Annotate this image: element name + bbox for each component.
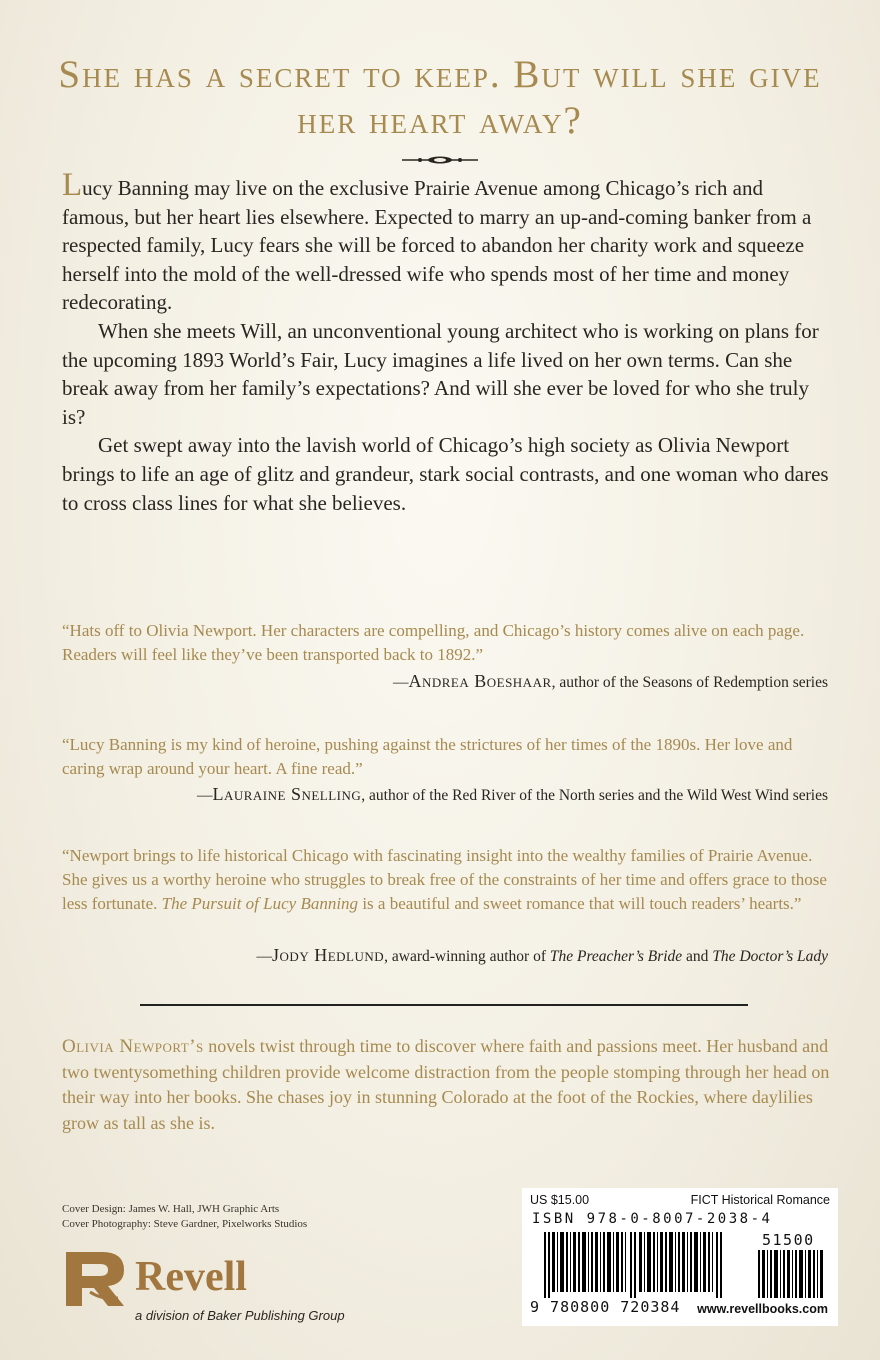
cover-design-credit: Cover Design: James W. Hall, JWH Graphic Arts — [62, 1203, 280, 1215]
book-title: The Pursuit of Lucy Banning — [161, 894, 359, 913]
description — [62, 167, 830, 517]
endorsement-attribution-1: —Andrea Boeshaar, author of the Seasons of Redemption series — [392, 671, 828, 691]
publisher-division: a division of Baker Publishing Group — [135, 1308, 345, 1323]
category-label: FICT Historical Romance — [690, 1193, 830, 1207]
price-barcode-icon — [758, 1250, 828, 1298]
barcode-panel — [522, 1188, 838, 1326]
price-code: 51500 — [762, 1231, 815, 1249]
barcode-digits: 9 780800 720384 — [530, 1298, 681, 1316]
publisher-url[interactable]: www.revellbooks.com — [697, 1302, 828, 1316]
isbn-barcode-icon — [544, 1232, 744, 1298]
endorsement-quote-2: “Lucy Banning is my kind of heroine, pushing against the strictures of her times of the 1890s. Her love and caring wrap around your heart. A fine read.” — [62, 735, 793, 778]
cover-credits — [62, 1202, 307, 1231]
section-divider — [140, 1004, 748, 1006]
ornament-divider — [400, 153, 480, 167]
endorsement-quote-3: “Newport brings to life historical Chicago with fascinating insight into the wealthy families of Prairie Avenue. She gives us a worthy heroine who struggles to break free of the constraints of her time and offers grace to those less fortunate. The Pursuit of Lucy Banning is a beautiful and sweet romance that will touch readers’ hearts.” — [62, 846, 827, 913]
description-paragraph-2: When she meets Will, an unconventional young architect who is working on plans for the upcoming 1893 World’s Fair, Lucy imagines a life lived on her own terms. Can she break away from her family’s expectations? And will she ever be loved for who she truly is? — [62, 318, 819, 429]
endorser-name: Jody Hedlund — [272, 945, 385, 965]
endorser-name: Andrea Boeshaar — [408, 671, 552, 691]
endorsement-quote-1: “Hats off to Olivia Newport. Her characters are compelling, and Chicago’s history comes alive on each page. Readers will feel like they’ve been transported back to 1892.” — [62, 621, 805, 664]
headline: She has a secret to keep. But will she give her heart away? — [58, 53, 822, 142]
endorsement-attribution-3: —Jody Hedlund, award-winning author of The Preacher’s Bride and The Doctor’s Lady — [256, 945, 828, 965]
cover-photo-credit: Cover Photography: Steve Gardner, Pixelworks Studios — [62, 1217, 308, 1230]
endorsement-attribution-2: —Lauraine Snelling, author of the Red River of the North series and the Wild West Wind series — [196, 784, 828, 804]
drop-cap: L — [62, 167, 83, 203]
isbn-label: ISBN 978-0-8007-2038-4 — [532, 1211, 773, 1227]
publisher-name: Revell — [135, 1254, 247, 1300]
description-paragraph-3: Get swept away into the lavish world of Chicago’s high society as Olivia Newport brings to life an age of glitz and grandeur, stark social contrasts, and one woman who dares to cross class lines for what she believes. — [62, 433, 829, 515]
price-label: US $15.00 — [530, 1193, 590, 1207]
author-bio: Olivia Newport’s novels twist through time to discover where faith and passions meet. Her husband and two twentysomething children provide welcome distraction from the people stomping through her head on their way into her books. She chases joy in stunning Colorado at the foot of the Rockies, where daylilies grow as tall as she is. — [62, 1036, 830, 1133]
description-paragraph-1: Lucy Banning may live on the exclusive Prairie Avenue among Chicago’s rich and famous, but her heart lies elsewhere. Expected to marry an up-and-coming banker from a respected family, Lucy fears she will be forced to abandon her charity work and squeeze herself into the mold of the well-dressed wife who spends most of her time and money redecorating. — [62, 167, 812, 315]
endorser-name: Lauraine Snelling — [212, 784, 362, 804]
author-name: Olivia Newport’s — [62, 1036, 204, 1057]
